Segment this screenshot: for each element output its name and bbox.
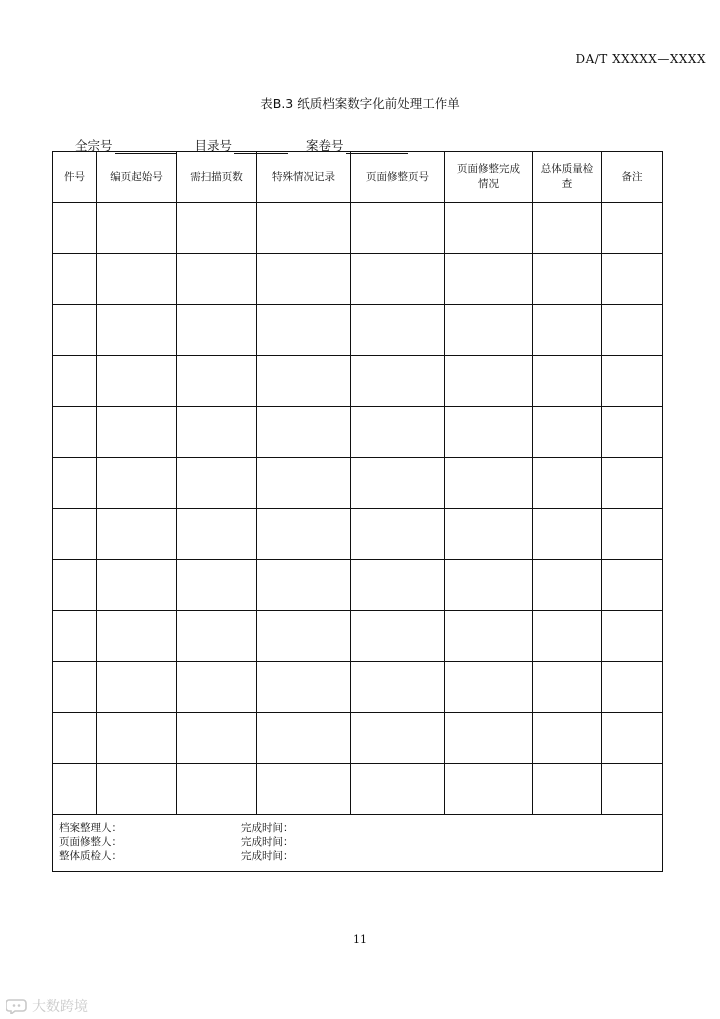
table-cell[interactable] bbox=[177, 458, 257, 509]
table-cell[interactable] bbox=[97, 407, 177, 458]
table-row bbox=[53, 764, 663, 815]
table-cell[interactable] bbox=[602, 509, 663, 560]
watermark-text: 大数跨境 bbox=[32, 999, 88, 1015]
table-cell[interactable] bbox=[177, 764, 257, 815]
completion-time-label: 完成时间： bbox=[241, 822, 294, 834]
table-cell[interactable] bbox=[602, 560, 663, 611]
table-cell[interactable] bbox=[97, 356, 177, 407]
signature-row bbox=[53, 815, 663, 872]
table-cell[interactable] bbox=[257, 509, 351, 560]
table-cell[interactable] bbox=[53, 509, 97, 560]
table-title: 表B.3 纸质档案数字化前处理工作单 bbox=[260, 96, 460, 111]
table-cell[interactable] bbox=[97, 560, 177, 611]
speech-bubble-logo-icon bbox=[6, 998, 28, 1014]
table-cell[interactable] bbox=[445, 713, 533, 764]
column-header: 页面修整页号 bbox=[351, 152, 445, 203]
table-row bbox=[53, 662, 663, 713]
table-cell[interactable] bbox=[602, 356, 663, 407]
table-cell[interactable] bbox=[97, 458, 177, 509]
table-cell[interactable] bbox=[445, 764, 533, 815]
table-row bbox=[53, 356, 663, 407]
completion-time-label: 完成时间： bbox=[241, 850, 294, 862]
table-row bbox=[53, 203, 663, 254]
table-cell[interactable] bbox=[97, 764, 177, 815]
table-cell[interactable] bbox=[533, 203, 602, 254]
table-cell[interactable] bbox=[97, 509, 177, 560]
table-cell[interactable] bbox=[533, 662, 602, 713]
table-cell[interactable] bbox=[257, 254, 351, 305]
table-cell[interactable] bbox=[351, 560, 445, 611]
table-cell[interactable] bbox=[177, 662, 257, 713]
table-cell[interactable] bbox=[445, 458, 533, 509]
table-row bbox=[53, 407, 663, 458]
table-cell[interactable] bbox=[53, 305, 97, 356]
table-cell[interactable] bbox=[53, 254, 97, 305]
table-cell[interactable] bbox=[177, 203, 257, 254]
table-cell[interactable] bbox=[602, 458, 663, 509]
table-cell[interactable] bbox=[351, 611, 445, 662]
table-cell[interactable] bbox=[351, 305, 445, 356]
signature-cell bbox=[53, 815, 663, 872]
table-cell[interactable] bbox=[257, 713, 351, 764]
table-cell[interactable] bbox=[445, 356, 533, 407]
table-cell[interactable] bbox=[97, 662, 177, 713]
fonds-number-label: 全宗号 bbox=[75, 138, 113, 153]
table-cell[interactable] bbox=[445, 509, 533, 560]
table-cell[interactable] bbox=[602, 713, 663, 764]
table-cell[interactable] bbox=[257, 611, 351, 662]
table-cell[interactable] bbox=[177, 356, 257, 407]
table-cell[interactable] bbox=[53, 203, 97, 254]
table-cell[interactable] bbox=[53, 458, 97, 509]
column-header: 总体质量检查 bbox=[533, 152, 602, 203]
table-cell[interactable] bbox=[602, 254, 663, 305]
table-cell[interactable] bbox=[445, 407, 533, 458]
table-cell[interactable] bbox=[53, 611, 97, 662]
table-row bbox=[53, 611, 663, 662]
worksheet-table bbox=[52, 151, 663, 872]
column-header: 需扫描页数 bbox=[177, 152, 257, 203]
table-cell[interactable] bbox=[257, 458, 351, 509]
organizer-label: 档案整理人： bbox=[59, 822, 122, 834]
table-cell[interactable] bbox=[533, 560, 602, 611]
signature-line bbox=[59, 835, 662, 849]
table-cell[interactable] bbox=[533, 356, 602, 407]
column-header: 件号 bbox=[53, 152, 97, 203]
table-cell[interactable] bbox=[533, 764, 602, 815]
table-cell[interactable] bbox=[97, 305, 177, 356]
table-cell[interactable] bbox=[602, 611, 663, 662]
table-cell[interactable] bbox=[602, 203, 663, 254]
table-cell[interactable] bbox=[445, 305, 533, 356]
table-cell[interactable] bbox=[445, 254, 533, 305]
quality-inspector-label: 整体质检人： bbox=[59, 850, 122, 862]
table-cell[interactable] bbox=[53, 764, 97, 815]
column-header: 特殊情况记录 bbox=[257, 152, 351, 203]
completion-time-label: 完成时间： bbox=[241, 836, 294, 848]
table-cell[interactable] bbox=[351, 662, 445, 713]
table-cell[interactable] bbox=[533, 509, 602, 560]
table-cell[interactable] bbox=[351, 254, 445, 305]
table-cell[interactable] bbox=[177, 254, 257, 305]
table-row bbox=[53, 458, 663, 509]
table-cell[interactable] bbox=[97, 611, 177, 662]
table-row bbox=[53, 254, 663, 305]
table-cell[interactable] bbox=[177, 509, 257, 560]
table-cell[interactable] bbox=[53, 560, 97, 611]
file-number-label: 案卷号 bbox=[306, 138, 344, 153]
table-cell[interactable] bbox=[351, 458, 445, 509]
table-cell[interactable] bbox=[177, 305, 257, 356]
standard-code: DA/T XXXXX—XXXX bbox=[575, 52, 706, 66]
catalog-number-label: 目录号 bbox=[194, 138, 233, 153]
column-header: 页面修整完成情况 bbox=[445, 152, 533, 203]
page-number: 11 bbox=[353, 933, 367, 946]
table-header-row bbox=[53, 152, 663, 203]
signature-line bbox=[59, 849, 662, 863]
table-cell[interactable] bbox=[445, 203, 533, 254]
table-row bbox=[53, 713, 663, 764]
column-header: 编页起始号 bbox=[97, 152, 177, 203]
table-cell[interactable] bbox=[257, 662, 351, 713]
table-cell[interactable] bbox=[351, 356, 445, 407]
table-cell[interactable] bbox=[53, 713, 97, 764]
signature-line bbox=[59, 821, 662, 835]
table-cell[interactable] bbox=[257, 305, 351, 356]
table-row bbox=[53, 509, 663, 560]
table-cell[interactable] bbox=[445, 560, 533, 611]
table-cell[interactable] bbox=[97, 203, 177, 254]
table-cell[interactable] bbox=[177, 407, 257, 458]
table-cell[interactable] bbox=[351, 509, 445, 560]
table-cell[interactable] bbox=[602, 764, 663, 815]
table-cell[interactable] bbox=[533, 458, 602, 509]
table-row bbox=[53, 560, 663, 611]
table-cell[interactable] bbox=[97, 254, 177, 305]
table-cell[interactable] bbox=[533, 305, 602, 356]
table-cell[interactable] bbox=[257, 203, 351, 254]
table-cell[interactable] bbox=[53, 662, 97, 713]
table-cell[interactable] bbox=[351, 764, 445, 815]
table-cell[interactable] bbox=[602, 305, 663, 356]
table-cell[interactable] bbox=[602, 407, 663, 458]
table-cell[interactable] bbox=[257, 764, 351, 815]
table-cell[interactable] bbox=[351, 203, 445, 254]
table-cell[interactable] bbox=[445, 662, 533, 713]
table-cell[interactable] bbox=[53, 356, 97, 407]
table-cell[interactable] bbox=[533, 254, 602, 305]
table-cell[interactable] bbox=[257, 560, 351, 611]
table-cell[interactable] bbox=[533, 611, 602, 662]
table-cell[interactable] bbox=[351, 407, 445, 458]
table-cell[interactable] bbox=[177, 713, 257, 764]
table-row bbox=[53, 305, 663, 356]
table-cell[interactable] bbox=[602, 662, 663, 713]
watermark bbox=[6, 996, 88, 1016]
table-cell[interactable] bbox=[351, 713, 445, 764]
table-cell[interactable] bbox=[53, 407, 97, 458]
table-cell[interactable] bbox=[533, 407, 602, 458]
table-cell[interactable] bbox=[177, 611, 257, 662]
table-cell[interactable] bbox=[177, 560, 257, 611]
table-cell[interactable] bbox=[257, 356, 351, 407]
column-header: 备注 bbox=[602, 152, 663, 203]
table-cell[interactable] bbox=[533, 713, 602, 764]
table-cell[interactable] bbox=[97, 713, 177, 764]
table-cell[interactable] bbox=[257, 407, 351, 458]
page-repairer-label: 页面修整人： bbox=[59, 836, 122, 848]
table-cell[interactable] bbox=[445, 611, 533, 662]
